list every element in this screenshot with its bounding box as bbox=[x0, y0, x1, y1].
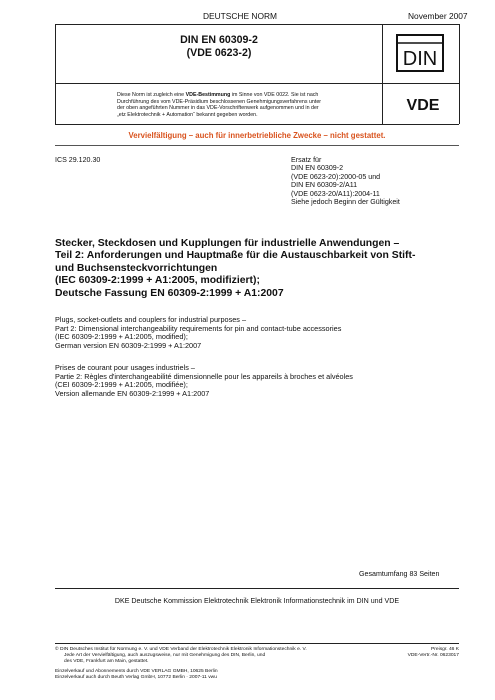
replaces-line: DIN EN 60309-2 bbox=[291, 164, 344, 173]
replaces-line: Siehe jedoch Beginn der Gültigkeit bbox=[291, 198, 400, 207]
vde-logo bbox=[393, 94, 453, 114]
title-english bbox=[55, 316, 465, 350]
title-german bbox=[55, 238, 465, 300]
total-pages: Gesamtumfang 83 Seiten bbox=[359, 570, 440, 578]
replaces-line: (VDE 0623-20):2000-05 und bbox=[291, 172, 381, 181]
vde-notice-line-4: „etz Elektrotechnik + Automation“ bekannt gegeben worden. bbox=[117, 111, 258, 118]
vde-notice-line-3: der oben angeführten Nummer in das VDE-Vorschriftenwerk aufgenommen und in der bbox=[117, 105, 319, 112]
frame-logo-divider bbox=[382, 24, 383, 124]
copyright-line: des VDE, Frankfurt am Main, gestattet. bbox=[64, 659, 149, 665]
warning-divider bbox=[55, 145, 459, 146]
price-block bbox=[400, 647, 459, 659]
footer-divider bbox=[55, 643, 459, 644]
frame-top-line bbox=[55, 24, 459, 25]
replaces-line: (VDE 0623-20/A11):2004-11 bbox=[291, 189, 380, 198]
vde-notice-line-2: Durchführung des vom VDE-Präsidium beschlossenen Genehmigungsverfahrens unter bbox=[117, 98, 322, 105]
dke-divider-top bbox=[55, 588, 459, 589]
vde-notice-bold: VDE-Bestimmung bbox=[185, 92, 231, 98]
title-german-line: und Buchsensteckvorrichtungen bbox=[55, 262, 218, 274]
title-french-line: Prises de courant pour usages industriels – bbox=[55, 363, 195, 372]
document-type-label: DEUTSCHE NORM bbox=[203, 11, 277, 21]
title-german-line: Deutsche Fassung EN 60309-2:1999 + A1:2007 bbox=[55, 287, 284, 299]
copyright-line: © DIN Deutsches Institut für Normung e. V. und VDE Verband der Elektrotechnik Elektronik Informationstechnik e. V. bbox=[55, 647, 307, 652]
copyright-line: Jede Art der Vervielfältigung, auch auszugsweise, nur mit Genehmigung des DIN, Berlin, und bbox=[64, 653, 266, 659]
replaces-line: DIN EN 60309-2/A11 bbox=[291, 181, 358, 190]
din-logo bbox=[396, 34, 444, 72]
title-french-line: (CEI 60309-2:1999 + A1:2005, modifiée); bbox=[55, 380, 188, 390]
sales-line: Einzelverkauf auch durch Beuth Verlag GmbH, 10772 Berlin · 2007-11 vwu bbox=[55, 675, 217, 681]
title-english-line: German version EN 60309-2:1999 + A1:2007 bbox=[55, 340, 202, 350]
din-logo-text: DIN bbox=[402, 48, 438, 70]
din-logo-graphic bbox=[398, 36, 442, 70]
vde-logo-graphic bbox=[393, 94, 453, 114]
title-french bbox=[55, 364, 465, 398]
sales-line: Einzelverkauf und Abonnements durch VDE VERLAG GMBH, 10625 Berlin bbox=[55, 669, 218, 674]
vde-notice bbox=[117, 92, 379, 118]
standard-number: DIN EN 60309-2 bbox=[180, 34, 258, 46]
vde-notice-pre: Diese Norm ist zugleich eine bbox=[117, 92, 186, 98]
title-french-line: Partie 2: Règles d'interchangeabilité dimensionnelle pour les appareils à broches et alvéoles bbox=[55, 371, 353, 381]
title-german-line: Stecker, Steckdosen und Kupplungen für industrielle Anwendungen – bbox=[55, 238, 400, 249]
replaces-block bbox=[291, 156, 400, 206]
frame-notice-divider bbox=[55, 124, 459, 125]
price-group: Preisgr. 46 K bbox=[431, 647, 459, 652]
frame-right-line bbox=[459, 24, 460, 124]
title-german-line: (IEC 60309-2:1999 + A1:2005, modifiziert); bbox=[55, 275, 260, 287]
ics-code: ICS 29.120.30 bbox=[55, 156, 101, 164]
title-english-line: Plugs, socket-outlets and couplers for industrial purposes – bbox=[55, 315, 247, 324]
replaces-line: Ersatz für bbox=[291, 156, 322, 164]
reproduction-notice: Vervielfältigung – auch für innerbetriebliche Zwecke – nicht gestattet. bbox=[128, 131, 386, 140]
title-english-line: Part 2: Dimensional interchangeability requirements for pin and contact-tube accessories bbox=[55, 323, 342, 333]
dke-line: DKE Deutsche Kommission Elektrotechnik Elektronik Informationstechnik im DIN und VDE bbox=[114, 597, 400, 605]
title-english-line: (IEC 60309-2:1999 + A1:2005, modified); bbox=[55, 332, 188, 342]
vde-logo-text: VDE bbox=[406, 97, 440, 114]
vde-notice-rest: im Sinne von VDE 0022. Sie ist nach bbox=[230, 92, 319, 98]
vde-order-number: VDE-Vertr.-Nr. 0623017 bbox=[407, 653, 459, 659]
vde-number: (VDE 0623-2) bbox=[186, 47, 252, 59]
title-french-line: Version allemande EN 60309-2:1999 + A1:2007 bbox=[55, 388, 210, 398]
vde-notice-line-1 bbox=[117, 92, 379, 99]
publication-date: November 2007 bbox=[408, 11, 468, 21]
frame-title-divider bbox=[55, 83, 459, 84]
copyright-block bbox=[55, 647, 395, 666]
sales-block bbox=[55, 669, 395, 681]
title-german-line: Teil 2: Anforderungen und Hauptmaße für die Austauschbarkeit von Stift- bbox=[55, 250, 416, 262]
